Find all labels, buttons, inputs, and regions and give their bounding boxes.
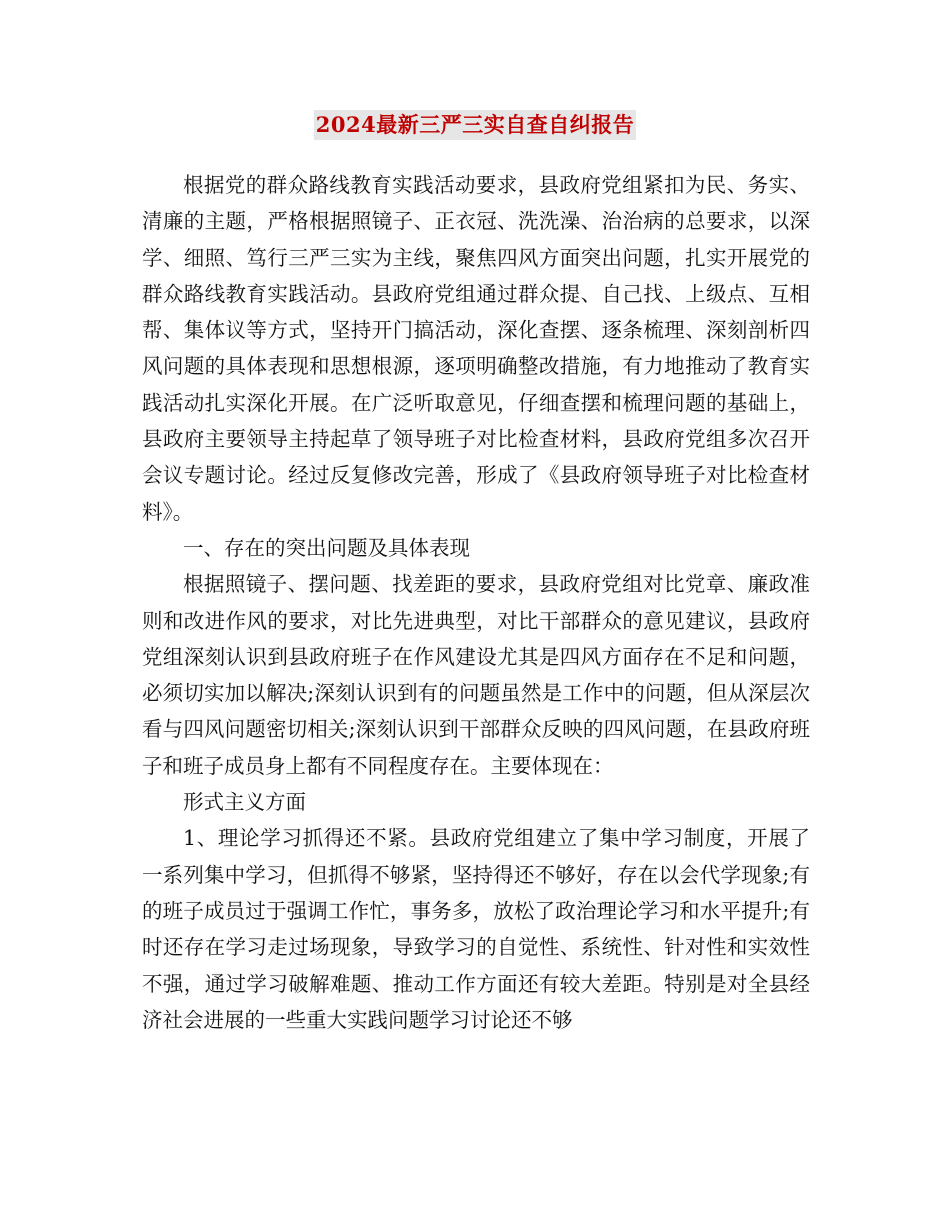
title-container [0,110,950,140]
paragraph-intro: 根据党的群众路线教育实践活动要求，县政府党组紧扣为民、务实、清廉的主题，严格根据照镜子、正衣冠、洗洗澡、治治病的总要求，以深学、细照、笃行三严三实为主线，聚焦四风方面突出问题，扎实开展党的群众路线教育实践活动。县政府党组通过群众提、自己找、上级点、互相帮、集体议等方式，坚持开门搞活动，深化查摆、逐条梳理、深刻剖析四风问题的具体表现和思想根源，逐项明确整改措施，有力地推动了教育实践活动扎实深化开展。在广泛听取意见，仔细查摆和梳理问题的基础上，县政府主要领导主持起草了领导班子对比检查材料，县政府党组多次召开会议专题讨论。经过反复修改完善，形成了《县政府领导班子对比检查材料》。 [142,173,810,524]
paragraph-problems: 根据照镜子、摆问题、找差距的要求，县政府党组对比党章、廉政准则和改进作风的要求，对比先进典型，对比干部群众的意见建议，县政府党组深刻认识到县政府班子在作风建设尤其是四风方面存在不足和问题，必须切实加以解决;深刻认识到有的问题虽然是工作中的问题，但从深层次看与四风问题密切相关;深刻认识到干部群众反映的四风问题，在县政府班子和班子成员身上都有不同程度存在。主要体现在： [142,572,810,778]
document-title: 2024最新三严三实自查自纠报告 [314,110,636,140]
paragraph-item-1: 1、理论学习抓得还不紧。县政府党组建立了集中学习制度，开展了一系列集中学习，但抓得不够紧，坚持得还不够好，存在以会代学现象;有的班子成员过于强调工作忙，事务多，放松了政治理论学习和水平提升;有时还存在学习走过场现象，导致学习的自觉性、系统性、针对性和实效性不强，通过学习破解难题、推动工作方面还有较大差距。特别是对全县经济社会进展的一些重大实践问题学习讨论还不够 [142,826,810,1032]
document-body [142,167,810,1038]
section-heading-problems: 一、存在的突出问题及具体表现 [183,535,470,560]
subheading-formalism: 形式主义方面 [183,790,306,815]
